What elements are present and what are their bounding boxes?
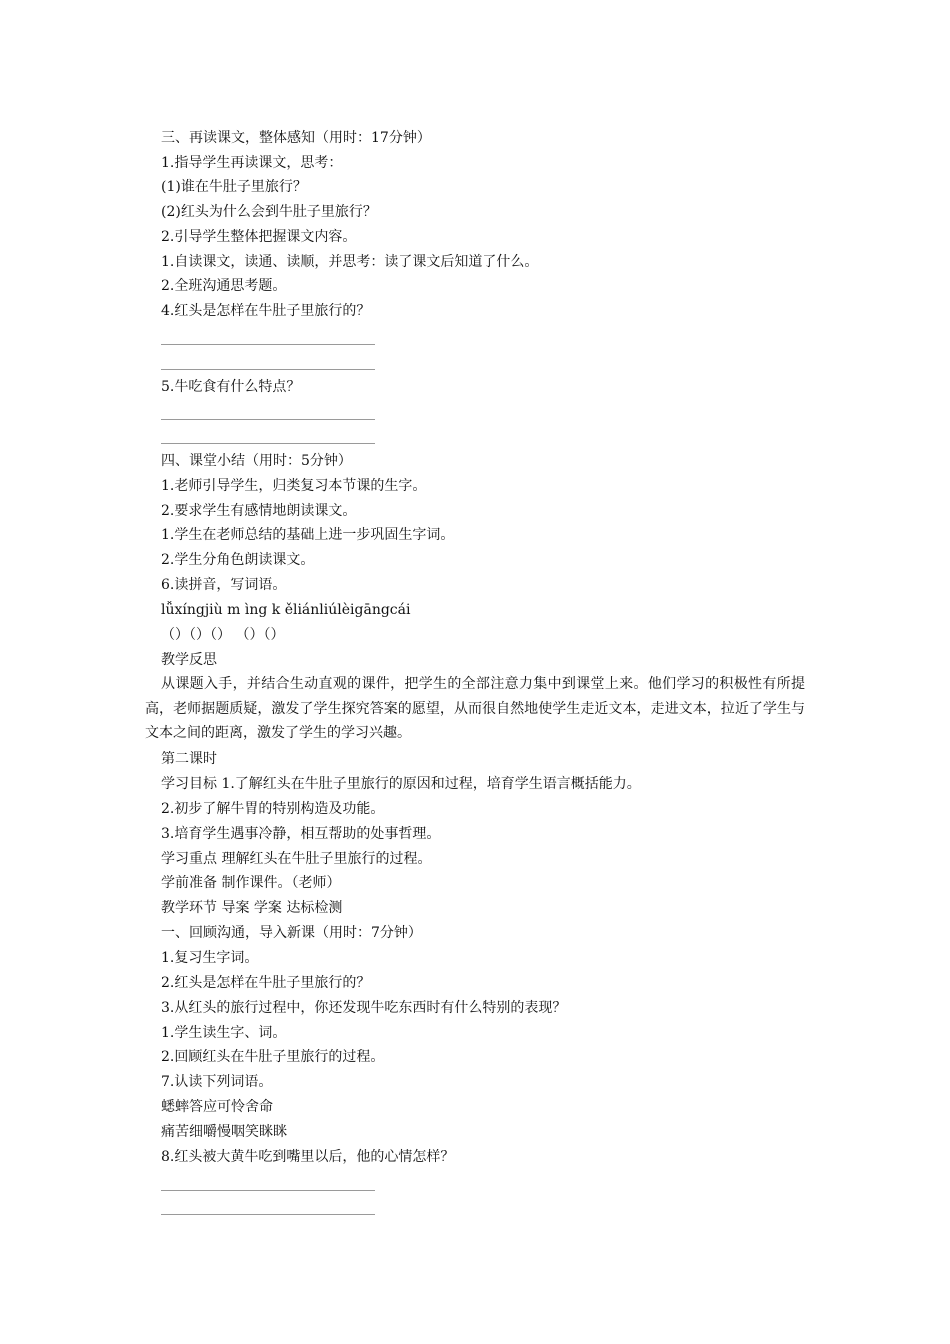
learning-goal: 2.初步了解牛胃的特别构造及功能。 bbox=[161, 801, 385, 817]
preparation: 学前准备 制作课件。（老师） bbox=[161, 875, 341, 891]
question-8: 8.红头被大黄牛吃到嘴里以后，他的心情怎样？ bbox=[161, 1149, 455, 1165]
answer-line bbox=[161, 1214, 375, 1215]
text-line: 1.自读课文，读通、读顺，并思考：读了课文后知道了什么。 bbox=[161, 254, 539, 270]
question-4: 4.红头是怎样在牛肚子里旅行的？ bbox=[161, 303, 371, 319]
word-list: 痛苦细嚼慢咽笑眯眯 bbox=[161, 1124, 287, 1140]
answer-line bbox=[161, 419, 375, 420]
text-line: 2.全班沟通思考题。 bbox=[161, 278, 287, 294]
learning-goal: 学习目标 1.了解红头在牛肚子里旅行的原因和过程，培育学生语言概括能力。 bbox=[161, 776, 641, 792]
text-line: (2)红头为什么会到牛肚子里旅行？ bbox=[161, 204, 377, 220]
pinyin-line: lǚxíngjiù m ìng k ěliánliúlèigāngcái bbox=[161, 602, 411, 618]
text-line: (1)谁在牛肚子里旅行？ bbox=[161, 179, 307, 195]
section-three-heading: 三、再读课文，整体感知（用时：17分钟） bbox=[161, 130, 431, 146]
text-line: 3.从红头的旅行过程中，你还发现牛吃东西时有什么特别的表现？ bbox=[161, 1000, 567, 1016]
question-5: 5.牛吃食有什么特点？ bbox=[161, 379, 301, 395]
text-line: 1.指导学生再读课文，思考： bbox=[161, 155, 343, 171]
answer-line bbox=[161, 344, 375, 345]
text-line: 1.老师引导学生，归类复习本节课的生字。 bbox=[161, 478, 427, 494]
text-line: 2.回顾红头在牛肚子里旅行的过程。 bbox=[161, 1049, 385, 1065]
text-line: 2.要求学生有感情地朗读课文。 bbox=[161, 503, 357, 519]
learning-goal: 3.培育学生遇事冷静，相互帮助的处事哲理。 bbox=[161, 826, 441, 842]
section-one-heading: 一、回顾沟通，导入新课（用时：7分钟） bbox=[161, 925, 422, 941]
text-line: 1.学生读生字、词。 bbox=[161, 1025, 287, 1041]
reflection-paragraph: 从课题入手，并结合生动直观的课件，把学生的全部注意力集中到课堂上来。他们学习的积极性有所提高，老师据题质疑，激发了学生探究答案的愿望，从而很自然地使学生走近文本，走进文本，拉近了学生与文本之间的距离，激发了学生的学习兴趣。 bbox=[145, 676, 805, 742]
answer-line bbox=[161, 443, 375, 444]
text-line: 1.学生在老师总结的基础上进一步巩固生字词。 bbox=[161, 527, 455, 543]
blank-brackets: （）（）（） （）（） bbox=[161, 627, 285, 643]
learning-focus: 学习重点 理解红头在牛肚子里旅行的过程。 bbox=[161, 851, 432, 867]
text-line: 2.引导学生整体把握课文内容。 bbox=[161, 229, 357, 245]
question-6: 6.读拼音，写词语。 bbox=[161, 577, 287, 593]
reflection-heading: 教学反思 bbox=[161, 652, 217, 668]
lesson-two-heading: 第二课时 bbox=[161, 751, 217, 767]
text-line: 1.复习生字词。 bbox=[161, 950, 259, 966]
teaching-stages: 教学环节 导案 学案 达标检测 bbox=[161, 900, 343, 916]
question-7: 7.认读下列词语。 bbox=[161, 1074, 273, 1090]
word-list: 蟋蟀答应可怜舍命 bbox=[161, 1099, 273, 1115]
text-line: 2.学生分角色朗读课文。 bbox=[161, 552, 315, 568]
section-four-heading: 四、课堂小结（用时：5分钟） bbox=[161, 453, 352, 469]
answer-line bbox=[161, 369, 375, 370]
text-line: 2.红头是怎样在牛肚子里旅行的？ bbox=[161, 975, 371, 991]
answer-line bbox=[161, 1190, 375, 1191]
